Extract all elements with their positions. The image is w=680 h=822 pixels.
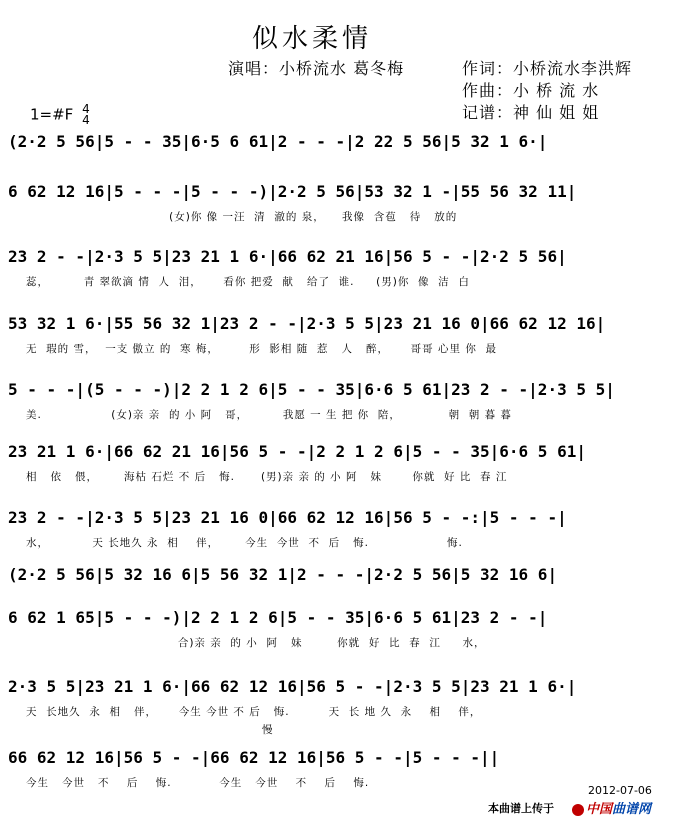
time-bottom: 4 [82, 113, 90, 127]
time-signature [82, 104, 90, 126]
lyricist-credit: 作词：小桥流水李洪辉 [462, 59, 633, 78]
singer-credit: 演唱：小桥流水 葛冬梅 [228, 59, 405, 78]
logo-icon [572, 804, 584, 816]
time-top: 4 [82, 102, 90, 116]
transcriber-credit: 记谱：神 仙 姐 姐 [462, 103, 600, 122]
lyric-line: 天 长地久 永 相 伴， 今生 今世 不 后 悔. 天 长 地 久 永 相 伴， [26, 706, 482, 718]
notation-line: 53 32 1 6·|55 56 32 1|23 2 - -|2·3 5 5|23 21 16 0|66 62 12 16| [8, 314, 606, 333]
lyric-line: 合)亲 亲 的 小 阿 妹 你就 好 比 春 江 水， [26, 637, 486, 649]
notation-line: 23 2 - -|2·3 5 5|23 21 1 6·|66 62 21 16|56 5 - -|2·2 5 56| [8, 247, 567, 266]
notation-line: (2·2 5 56|5 - - 35|6·5 6 61|2 - - -|2 22 5 56|5 32 1 6·| [8, 132, 548, 151]
lyric-line: 蕊， 青 翠欲滴 情 人 泪， 看你 把爱 献 给了 谁. (男)你 像 洁 白 [26, 276, 470, 288]
site-logo: 中国曲谱网 [572, 798, 651, 817]
upload-note: 本曲谱上传于 [488, 802, 554, 815]
notation-line: (2·2 5 56|5 32 16 6|5 56 32 1|2 - - -|2·2 5 56|5 32 16 6| [8, 565, 558, 584]
notation-line: 5 - - -|(5 - - -)|2 2 1 2 6|5 - - 35|6·6 5 61|23 2 - -|2·3 5 5| [8, 380, 615, 399]
notation-line: 6 62 12 16|5 - - -|5 - - -)|2·2 5 56|53 32 1 -|55 56 32 11| [8, 182, 577, 201]
notation-line: 66 62 12 16|56 5 - -|66 62 12 16|56 5 - -|5 - - -|| [8, 748, 500, 767]
notation-line: 2·3 5 5|23 21 1 6·|66 62 12 16|56 5 - -|2·3 5 5|23 21 1 6·| [8, 677, 577, 696]
notation-line: 23 21 1 6·|66 62 21 16|56 5 - -|2 2 1 2 6|5 - - 35|6·6 5 61| [8, 442, 586, 461]
notation-line: 6 62 1 65|5 - - -)|2 2 1 2 6|5 - - 35|6·6 5 61|23 2 - -| [8, 608, 548, 627]
upload-date: 2012-07-06 [588, 784, 652, 797]
page-title: 似水柔情 [252, 24, 373, 54]
lyric-line: (女)你 像 一汪 清 澈的 泉， 我像 含苞 待 放的 [26, 211, 458, 223]
lyric-line: 水， 天 长地久 永 相 伴， 今生 今世 不 后 悔. 悔. [26, 537, 463, 549]
lyric-line: 今生 今世 不 后 悔. 今生 今世 不 后 悔. [26, 777, 370, 789]
notation-line: 23 2 - -|2·3 5 5|23 21 16 0|66 62 12 16|56 5 - -:|5 - - -| [8, 508, 567, 527]
lyric-line: 美. (女)亲 亲 的 小 阿 哥， 我愿 一 生 把 你 陪， 朝 朝 暮 暮 [26, 409, 512, 421]
lyric-line: 相 依 偎， 海枯 石烂 不 后 悔. (男)亲 亲 的 小 阿 妹 你就 好 比 春 江 [26, 471, 508, 483]
lyric-line: 无 瑕的 雪， 一支 傲立 的 寒 梅， 形 影相 随 惹 人 醉， 哥哥 心里 你 最 [26, 343, 497, 355]
key-label: 1=#F [30, 105, 74, 124]
composer-credit: 作曲：小 桥 流 水 [462, 81, 600, 100]
slow-mark: 慢 [262, 724, 273, 736]
key-signature [30, 104, 90, 126]
